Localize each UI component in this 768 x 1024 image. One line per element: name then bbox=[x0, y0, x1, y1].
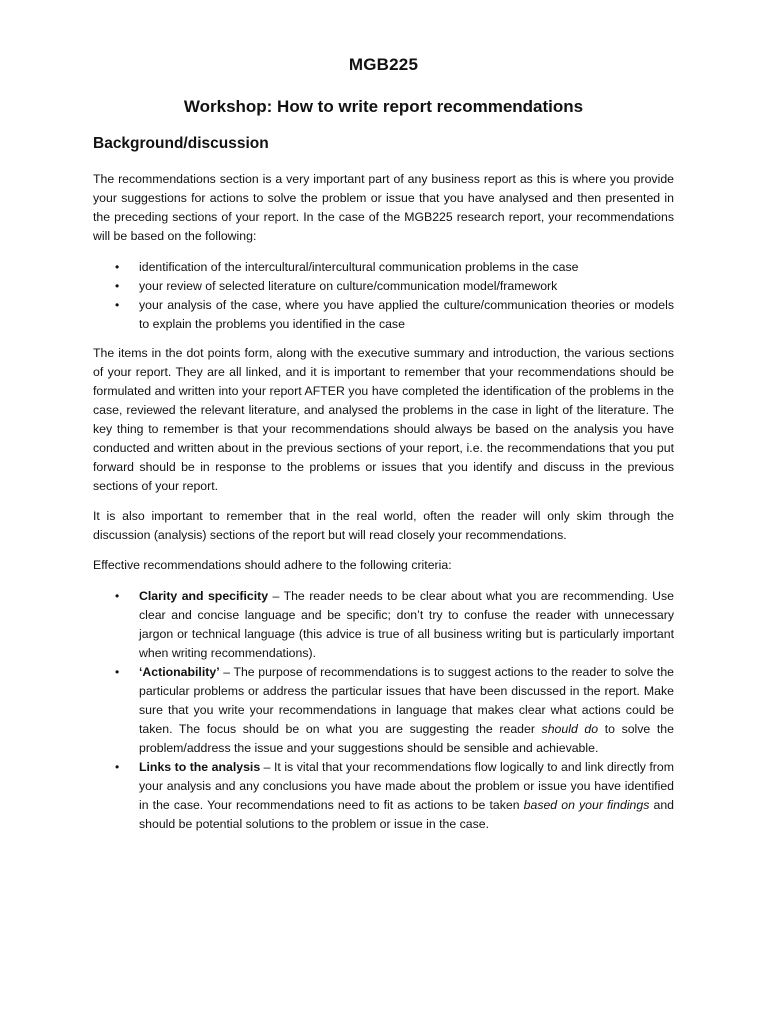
criteria-emphasis: should do bbox=[541, 722, 599, 736]
list-item-text: your analysis of the case, where you have applied the culture/communication theories or models to explain the problems you identified in the case bbox=[139, 298, 674, 331]
criteria-item-clarity bbox=[93, 587, 674, 663]
criteria-term: Clarity and specificity bbox=[139, 589, 269, 603]
criteria-term: ‘Actionability’ bbox=[139, 665, 220, 679]
bullet-icon: • bbox=[115, 260, 120, 274]
bullet-icon: • bbox=[115, 279, 120, 293]
criteria-text: – It is vital that your recommendations flow logically to and link directly from your analysis and any conclusions you have made about the problem or issue you have identified in the case. Your recommendations need to fit as actions to be taken bbox=[139, 760, 674, 812]
criteria-text: – The purpose of recommendations is to suggest actions to the reader to solve the particular problems or address the particular issues that have been discussed in the report. Make sure that you write your recommendations in language that makes clear what actions could be taken. The focus should be on what you are suggesting the reader bbox=[139, 665, 674, 736]
intro-paragraph: The recommendations section is a very important part of any business report as this is where you provide your suggestions for actions to solve the problem or issue that you have analysed and then presented in the preceding sections of your report. In the case of the MGB225 research report, your recommendations will be based on the following: bbox=[93, 172, 674, 243]
section-heading: Background/discussion bbox=[93, 135, 269, 152]
criteria-emphasis: based on your findings bbox=[523, 798, 650, 812]
bullet-icon: • bbox=[115, 298, 120, 312]
bullet-icon: • bbox=[115, 589, 120, 603]
bullet-icon: • bbox=[115, 665, 120, 679]
list-item bbox=[93, 277, 674, 296]
criteria-intro-paragraph: Effective recommendations should adhere to the following criteria: bbox=[93, 558, 452, 572]
criteria-list bbox=[93, 587, 674, 834]
list-item bbox=[93, 296, 674, 334]
basis-list bbox=[93, 258, 674, 334]
list-item-text: your review of selected literature on culture/communication model/framework bbox=[139, 279, 558, 293]
criteria-text-continued: and should be potential solutions to the problem or issue in the case. bbox=[139, 798, 674, 831]
bullet-icon: • bbox=[115, 760, 120, 774]
document-title: Workshop: How to write report recommendations bbox=[183, 97, 584, 116]
real-world-paragraph: It is also important to remember that in the real world, often the reader will only skim through the discussion (analysis) sections of the report but will read closely your recommendations. bbox=[93, 509, 674, 542]
list-item-text: identification of the intercultural/intercultural communication problems in the case bbox=[139, 260, 579, 274]
criteria-text: – The reader needs to be clear about what you are recommending. Use clear and concise language and be specific; don’t try to confuse the reader with unnecessary jargon or technical language (this advice is true of all business writing but is particularly important when writing recommendations). bbox=[139, 589, 674, 660]
criteria-term: Links to the analysis bbox=[139, 760, 261, 774]
criteria-item-actionability bbox=[93, 663, 674, 758]
criteria-text-continued: to solve the problem/address the issue and your suggestions should be sensible and achievable. bbox=[139, 722, 674, 755]
course-code: MGB225 bbox=[348, 55, 419, 74]
criteria-item-links bbox=[93, 758, 674, 834]
list-item bbox=[93, 258, 674, 277]
items-paragraph: The items in the dot points form, along with the executive summary and introduction, the various sections of your report. They are all linked, and it is important to remember that your recommendations should be formulated and written into your report AFTER you have completed the identification of the problems in the case, reviewed the relevant literature, and analysed the problems in the case in light of the literature. The key thing to remember is that your recommendations should always be based on the analysis you have conducted and written about in the previous sections of your report, i.e. the recommendations that you put forward should be in response to the problems or issues that you identify and discuss in the previous sections of your report. bbox=[93, 346, 674, 493]
